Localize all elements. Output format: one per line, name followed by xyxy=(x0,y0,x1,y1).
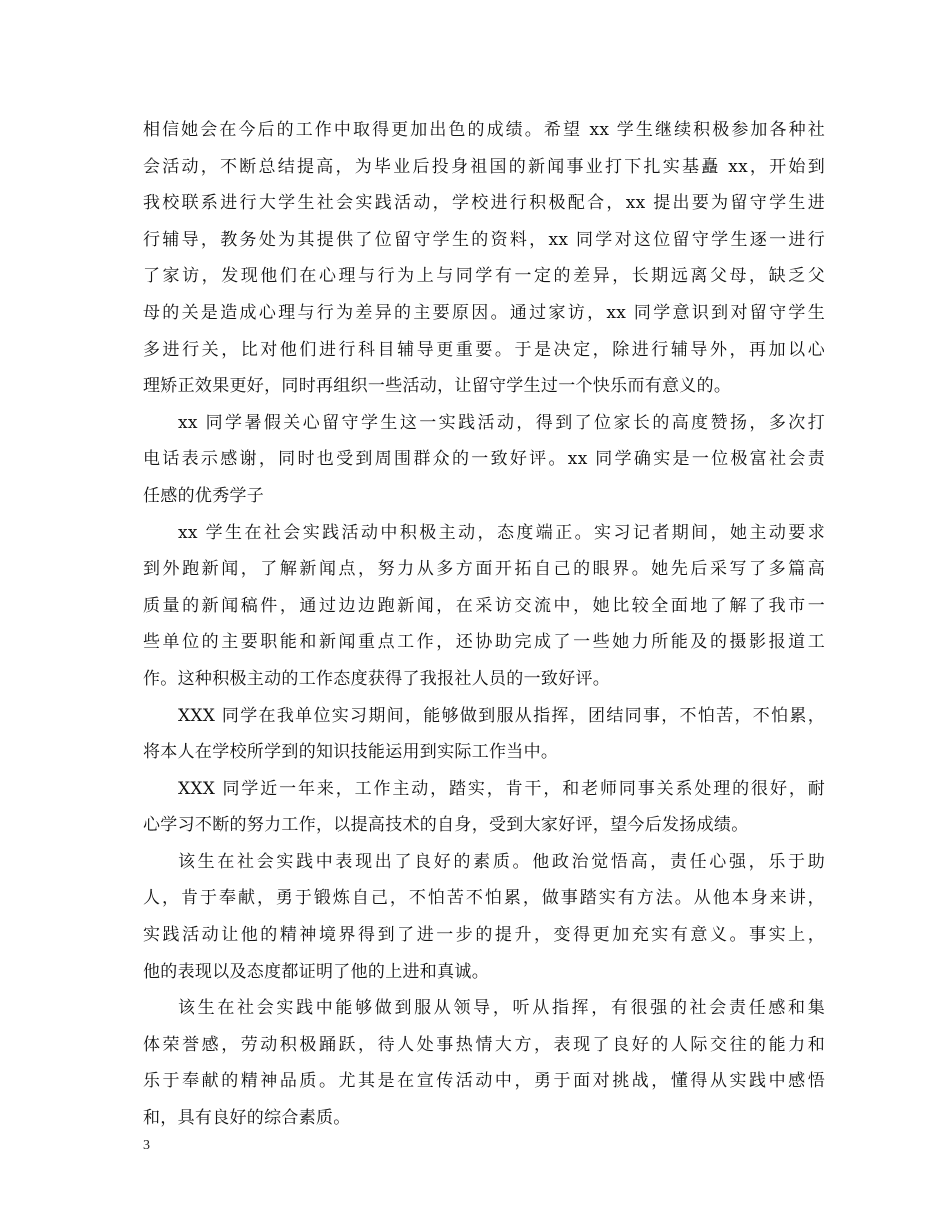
text-line: 该生在社会实践中表现出了良好的素质。他政治觉悟高，责任心强，乐于助 xyxy=(178,851,825,872)
text-line: 些单位的主要职能和新闻重点工作，还协助完成了一些她力所能及的摄影报道工 xyxy=(143,632,825,653)
text-line: 母的关是造成心理与行为差异的主要原因。通过家访，xx 同学意识到对留守学生 xyxy=(143,302,825,323)
paragraph xyxy=(143,771,825,844)
page-number: 3 xyxy=(143,1138,150,1153)
text-line: 和，具有良好的综合素质。 xyxy=(143,1108,351,1129)
text-line: 相信她会在今后的工作中取得更加出色的成绩。希望 xx 学生继续积极参加各种社 xyxy=(143,120,825,140)
paragraph xyxy=(143,405,825,515)
text-line: XXX 同学近一年来，工作主动，踏实，肯干，和老师同事关系处理的很好，耐 xyxy=(178,778,825,799)
paragraph xyxy=(143,515,825,698)
text-line: 体荣誉感，劳动积极踊跃，待人处事热情大方，表现了良好的人际交往的能力和 xyxy=(143,1034,825,1055)
paragraph xyxy=(143,698,825,771)
text-line: 理矫正效果更好，同时再组织一些活动，让留守学生过一个快乐而有意义的。 xyxy=(143,376,732,397)
text-line: 质量的新闻稿件，通过边边跑新闻，在采访交流中，她比较全面地了解了我市一 xyxy=(143,595,825,616)
text-line: XXX 同学在我单位实习期间，能够做到服从指挥，团结同事，不怕苦，不怕累， xyxy=(178,705,825,726)
text-line: xx 同学暑假关心留守学生这一实践活动，得到了位家长的高度赞扬，多次打 xyxy=(178,412,825,433)
text-line: 行辅导，教务处为其提供了位留守学生的资料，xx 同学对这位留守学生逐一进行 xyxy=(143,229,825,250)
text-line: 任感的优秀学子 xyxy=(143,485,265,506)
text-line: 会活动，不断总结提高，为毕业后投身祖国的新闻事业打下扎实基矗 xx，开始到 xyxy=(143,156,825,177)
document-body xyxy=(143,112,825,1137)
text-line: 乐于奉献的精神品质。尤其是在宣传活动中，勇于面对挑战，懂得从实践中感悟 xyxy=(143,1071,825,1092)
text-line: 他的表现以及态度都证明了他的上进和真诚。 xyxy=(143,961,489,982)
paragraph xyxy=(143,990,825,1136)
paragraph xyxy=(143,112,825,405)
text-line: 电话表示感谢，同时也受到周围群众的一致好评。xx 同学确实是一位极富社会责 xyxy=(143,449,825,470)
text-line: 了家访，发现他们在心理与行为上与同学有一定的差异，长期远离父母，缺乏父 xyxy=(143,266,825,287)
text-line: 作。这种积极主动的工作态度获得了我报社人员的一致好评。 xyxy=(143,668,611,689)
text-line: 到外跑新闻，了解新闻点，努力从多方面开拓自己的眼界。她先后采写了多篇高 xyxy=(143,559,825,580)
text-line: 将本人在学校所学到的知识技能运用到实际工作当中。 xyxy=(143,742,559,763)
text-line: 我校联系进行大学生社会实践活动，学校进行积极配合，xx 提出要为留守学生进 xyxy=(143,193,825,214)
text-line: xx 学生在社会实践活动中积极主动，态度端正。实习记者期间，她主动要求 xyxy=(178,522,825,543)
paragraph xyxy=(143,844,825,990)
text-line: 实践活动让他的精神境界得到了进一步的提升，变得更加充实有意义。事实上， xyxy=(143,925,825,946)
text-line: 心学习不断的努力工作，以提高技术的自身，受到大家好评，望今后发扬成绩。 xyxy=(143,815,749,836)
text-line: 该生在社会实践中能够做到服从领导，听从指挥，有很强的社会责任感和集 xyxy=(178,998,825,1019)
text-line: 多进行关，比对他们进行科目辅导更重要。于是决定，除进行辅导外，再加以心 xyxy=(143,339,825,360)
text-line: 人，肯于奉献，勇于锻炼自己，不怕苦不怕累，做事踏实有方法。从他本身来讲， xyxy=(143,888,825,909)
